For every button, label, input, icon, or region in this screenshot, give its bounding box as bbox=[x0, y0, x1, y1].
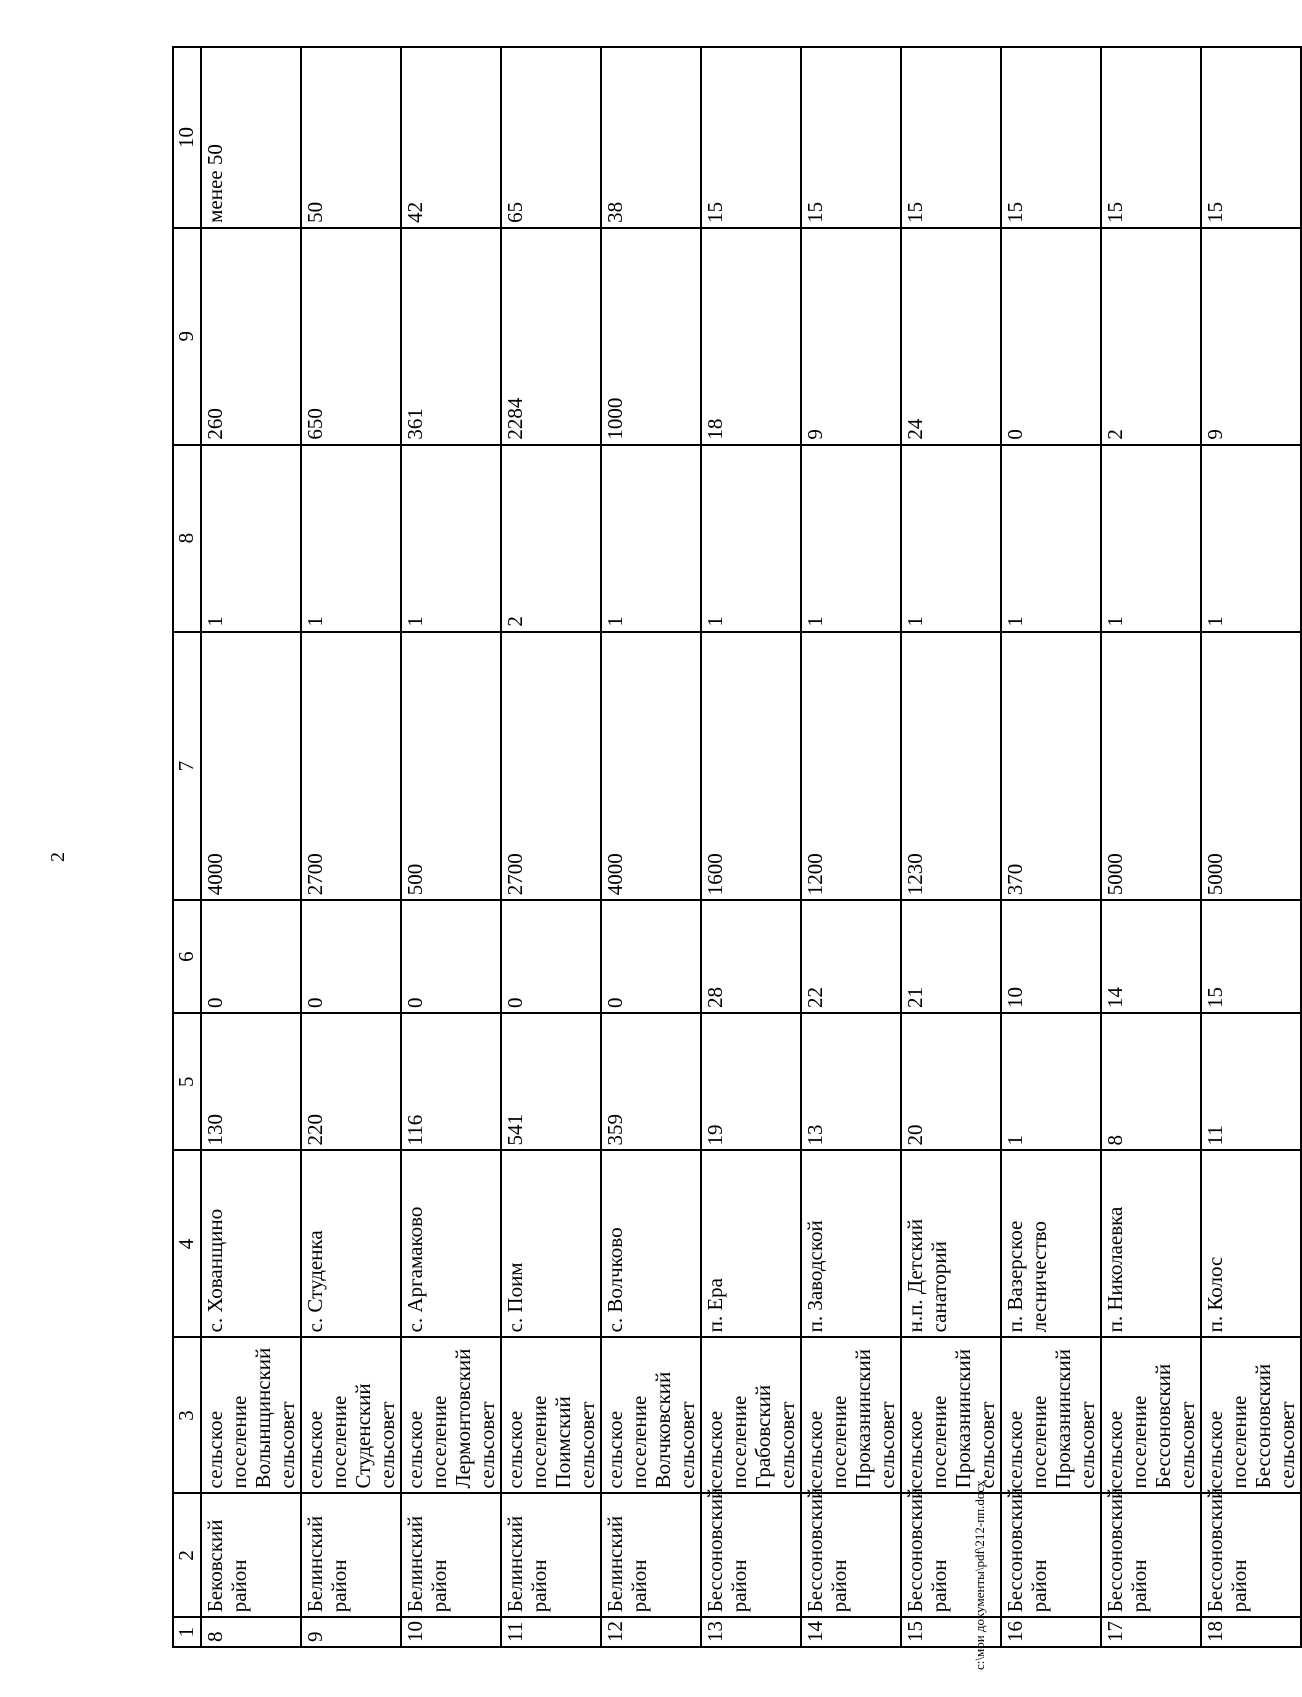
cell-value-7: 2700 bbox=[501, 632, 601, 901]
cell-district: Белинский район bbox=[501, 1493, 601, 1617]
cell-value-5: 116 bbox=[401, 1013, 501, 1150]
column-header-10: 10 bbox=[173, 47, 201, 228]
cell-value-9: 0 bbox=[1001, 228, 1101, 445]
cell-value-8: 1 bbox=[401, 445, 501, 632]
cell-value-9: 2 bbox=[1101, 228, 1201, 445]
cell-value-9: 2284 bbox=[501, 228, 601, 445]
cell-district: Белинский район bbox=[401, 1493, 501, 1617]
cell-district: Бессоновский район bbox=[801, 1493, 901, 1617]
cell-value-6: 21 bbox=[901, 900, 1001, 1013]
cell-value-8: 1 bbox=[901, 445, 1001, 632]
cell-locality: с. Волчково bbox=[601, 1150, 701, 1337]
cell-value-5: 11 bbox=[1201, 1013, 1301, 1150]
cell-value-5: 8 bbox=[1101, 1013, 1201, 1150]
cell-value-10: 15 bbox=[801, 47, 901, 228]
cell-locality: н.п. Детский санаторий bbox=[901, 1150, 1001, 1337]
cell-value-5: 19 bbox=[701, 1013, 801, 1150]
cell-value-6: 0 bbox=[401, 900, 501, 1013]
column-header-8: 8 bbox=[173, 445, 201, 632]
cell-row-number: 17 bbox=[1101, 1617, 1201, 1647]
table-row bbox=[801, 47, 901, 1647]
cell-value-5: 13 bbox=[801, 1013, 901, 1150]
cell-district: Бессоновский район bbox=[1201, 1493, 1301, 1617]
cell-value-9: 9 bbox=[801, 228, 901, 445]
page-number: 2 bbox=[47, 852, 69, 862]
cell-value-10: 50 bbox=[301, 47, 401, 228]
cell-value-7: 370 bbox=[1001, 632, 1101, 901]
cell-district: Бессоновский район bbox=[901, 1493, 1001, 1617]
cell-value-10: 15 bbox=[1201, 47, 1301, 228]
cell-settlement: сельское поселение Волынщинский сельсовет bbox=[201, 1337, 301, 1493]
cell-value-7: 4000 bbox=[601, 632, 701, 901]
cell-settlement: сельское поселение Бессоновский сельсовет bbox=[1201, 1337, 1301, 1493]
cell-value-7: 500 bbox=[401, 632, 501, 901]
table-row bbox=[1101, 47, 1201, 1647]
data-table bbox=[172, 46, 1302, 1648]
cell-value-8: 1 bbox=[1001, 445, 1101, 632]
cell-district: Бековский район bbox=[201, 1493, 301, 1617]
table-row bbox=[301, 47, 401, 1647]
cell-value-9: 1000 bbox=[601, 228, 701, 445]
column-header-5: 5 bbox=[173, 1013, 201, 1150]
cell-value-9: 361 bbox=[401, 228, 501, 445]
cell-row-number: 15 bbox=[901, 1617, 1001, 1647]
cell-locality: с. Поим bbox=[501, 1150, 601, 1337]
cell-value-6: 0 bbox=[201, 900, 301, 1013]
column-header-3: 3 bbox=[173, 1337, 201, 1493]
cell-value-6: 0 bbox=[501, 900, 601, 1013]
cell-value-7: 4000 bbox=[201, 632, 301, 901]
cell-value-6: 10 bbox=[1001, 900, 1101, 1013]
table-row bbox=[601, 47, 701, 1647]
cell-value-5: 220 bbox=[301, 1013, 401, 1150]
column-header-9: 9 bbox=[173, 228, 201, 445]
table-row bbox=[501, 47, 601, 1647]
table-row bbox=[401, 47, 501, 1647]
cell-value-10: 15 bbox=[1001, 47, 1101, 228]
column-header-4: 4 bbox=[173, 1150, 201, 1337]
cell-settlement: сельское поселение Лермонтовский сельсовет bbox=[401, 1337, 501, 1493]
cell-value-8: 1 bbox=[801, 445, 901, 632]
cell-value-7: 2700 bbox=[301, 632, 401, 901]
cell-value-5: 359 bbox=[601, 1013, 701, 1150]
cell-settlement: сельское поселение Студенский сельсовет bbox=[301, 1337, 401, 1493]
cell-value-6: 14 bbox=[1101, 900, 1201, 1013]
table-container bbox=[172, 46, 1299, 1648]
cell-settlement: сельское поселение Волчковский сельсовет bbox=[601, 1337, 701, 1493]
cell-value-9: 24 bbox=[901, 228, 1001, 445]
cell-settlement: сельское поселение Грабовский сельсовет bbox=[701, 1337, 801, 1493]
cell-value-6: 28 bbox=[701, 900, 801, 1013]
cell-row-number: 10 bbox=[401, 1617, 501, 1647]
cell-value-8: 1 bbox=[201, 445, 301, 632]
table-row bbox=[701, 47, 801, 1647]
cell-value-6: 0 bbox=[601, 900, 701, 1013]
cell-value-10: 15 bbox=[901, 47, 1001, 228]
cell-value-10: 38 bbox=[601, 47, 701, 228]
cell-locality: п. Николаевка bbox=[1101, 1150, 1201, 1337]
cell-value-7: 5000 bbox=[1201, 632, 1301, 901]
cell-district: Бессоновский район bbox=[1101, 1493, 1201, 1617]
cell-value-5: 20 bbox=[901, 1013, 1001, 1150]
cell-value-9: 18 bbox=[701, 228, 801, 445]
column-header-2: 2 bbox=[173, 1493, 201, 1617]
cell-value-7: 1230 bbox=[901, 632, 1001, 901]
cell-row-number: 14 bbox=[801, 1617, 901, 1647]
footer-file-path: c:\мои документы\pdf\212-пп.docx bbox=[972, 1480, 987, 1670]
cell-value-10: 15 bbox=[701, 47, 801, 228]
cell-settlement: сельское поселение Проказнинский сельсовет bbox=[901, 1337, 1001, 1493]
cell-value-8: 1 bbox=[1101, 445, 1201, 632]
cell-row-number: 16 bbox=[1001, 1617, 1101, 1647]
cell-locality: п. Колос bbox=[1201, 1150, 1301, 1337]
cell-locality: с. Хованщино bbox=[201, 1150, 301, 1337]
cell-value-7: 1200 bbox=[801, 632, 901, 901]
cell-district: Бессоновский район bbox=[1001, 1493, 1101, 1617]
cell-row-number: 9 bbox=[301, 1617, 401, 1647]
cell-value-9: 260 bbox=[201, 228, 301, 445]
table-row bbox=[1001, 47, 1101, 1647]
cell-value-7: 5000 bbox=[1101, 632, 1201, 901]
cell-value-8: 1 bbox=[601, 445, 701, 632]
cell-value-9: 9 bbox=[1201, 228, 1301, 445]
cell-value-6: 0 bbox=[301, 900, 401, 1013]
cell-settlement: сельское поселение Бессоновский сельсовет bbox=[1101, 1337, 1201, 1493]
column-header-7: 7 bbox=[173, 632, 201, 901]
column-header-1: 1 bbox=[173, 1617, 201, 1647]
cell-district: Бессоновский район bbox=[701, 1493, 801, 1617]
cell-value-10: 15 bbox=[1101, 47, 1201, 228]
cell-value-5: 130 bbox=[201, 1013, 301, 1150]
cell-value-5: 1 bbox=[1001, 1013, 1101, 1150]
cell-value-9: 650 bbox=[301, 228, 401, 445]
cell-value-10: менее 50 bbox=[201, 47, 301, 228]
cell-value-7: 1600 bbox=[701, 632, 801, 901]
cell-locality: с. Аргамаково bbox=[401, 1150, 501, 1337]
cell-row-number: 13 bbox=[701, 1617, 801, 1647]
cell-locality: п. Заводской bbox=[801, 1150, 901, 1337]
cell-value-6: 22 bbox=[801, 900, 901, 1013]
table-row bbox=[201, 47, 301, 1647]
cell-settlement: сельское поселение Поимский сельсовет bbox=[501, 1337, 601, 1493]
cell-value-8: 1 bbox=[1201, 445, 1301, 632]
cell-locality: п. Ера bbox=[701, 1150, 801, 1337]
cell-locality: с. Студенка bbox=[301, 1150, 401, 1337]
cell-value-8: 1 bbox=[701, 445, 801, 632]
header-row bbox=[173, 47, 201, 1647]
cell-value-8: 2 bbox=[501, 445, 601, 632]
cell-value-10: 65 bbox=[501, 47, 601, 228]
cell-settlement: сельское поселение Проказнинский сельсовет bbox=[1001, 1337, 1101, 1493]
cell-value-8: 1 bbox=[301, 445, 401, 632]
cell-row-number: 12 bbox=[601, 1617, 701, 1647]
cell-locality: п. Вазерское лесничество bbox=[1001, 1150, 1101, 1337]
cell-row-number: 18 bbox=[1201, 1617, 1301, 1647]
cell-value-6: 15 bbox=[1201, 900, 1301, 1013]
cell-row-number: 11 bbox=[501, 1617, 601, 1647]
cell-value-5: 541 bbox=[501, 1013, 601, 1150]
cell-district: Белинский район bbox=[301, 1493, 401, 1617]
cell-settlement: сельское поселение Проказнинский сельсовет bbox=[801, 1337, 901, 1493]
cell-district: Белинский район bbox=[601, 1493, 701, 1617]
column-header-6: 6 bbox=[173, 900, 201, 1013]
table-row bbox=[1201, 47, 1301, 1647]
cell-row-number: 8 bbox=[201, 1617, 301, 1647]
cell-value-10: 42 bbox=[401, 47, 501, 228]
